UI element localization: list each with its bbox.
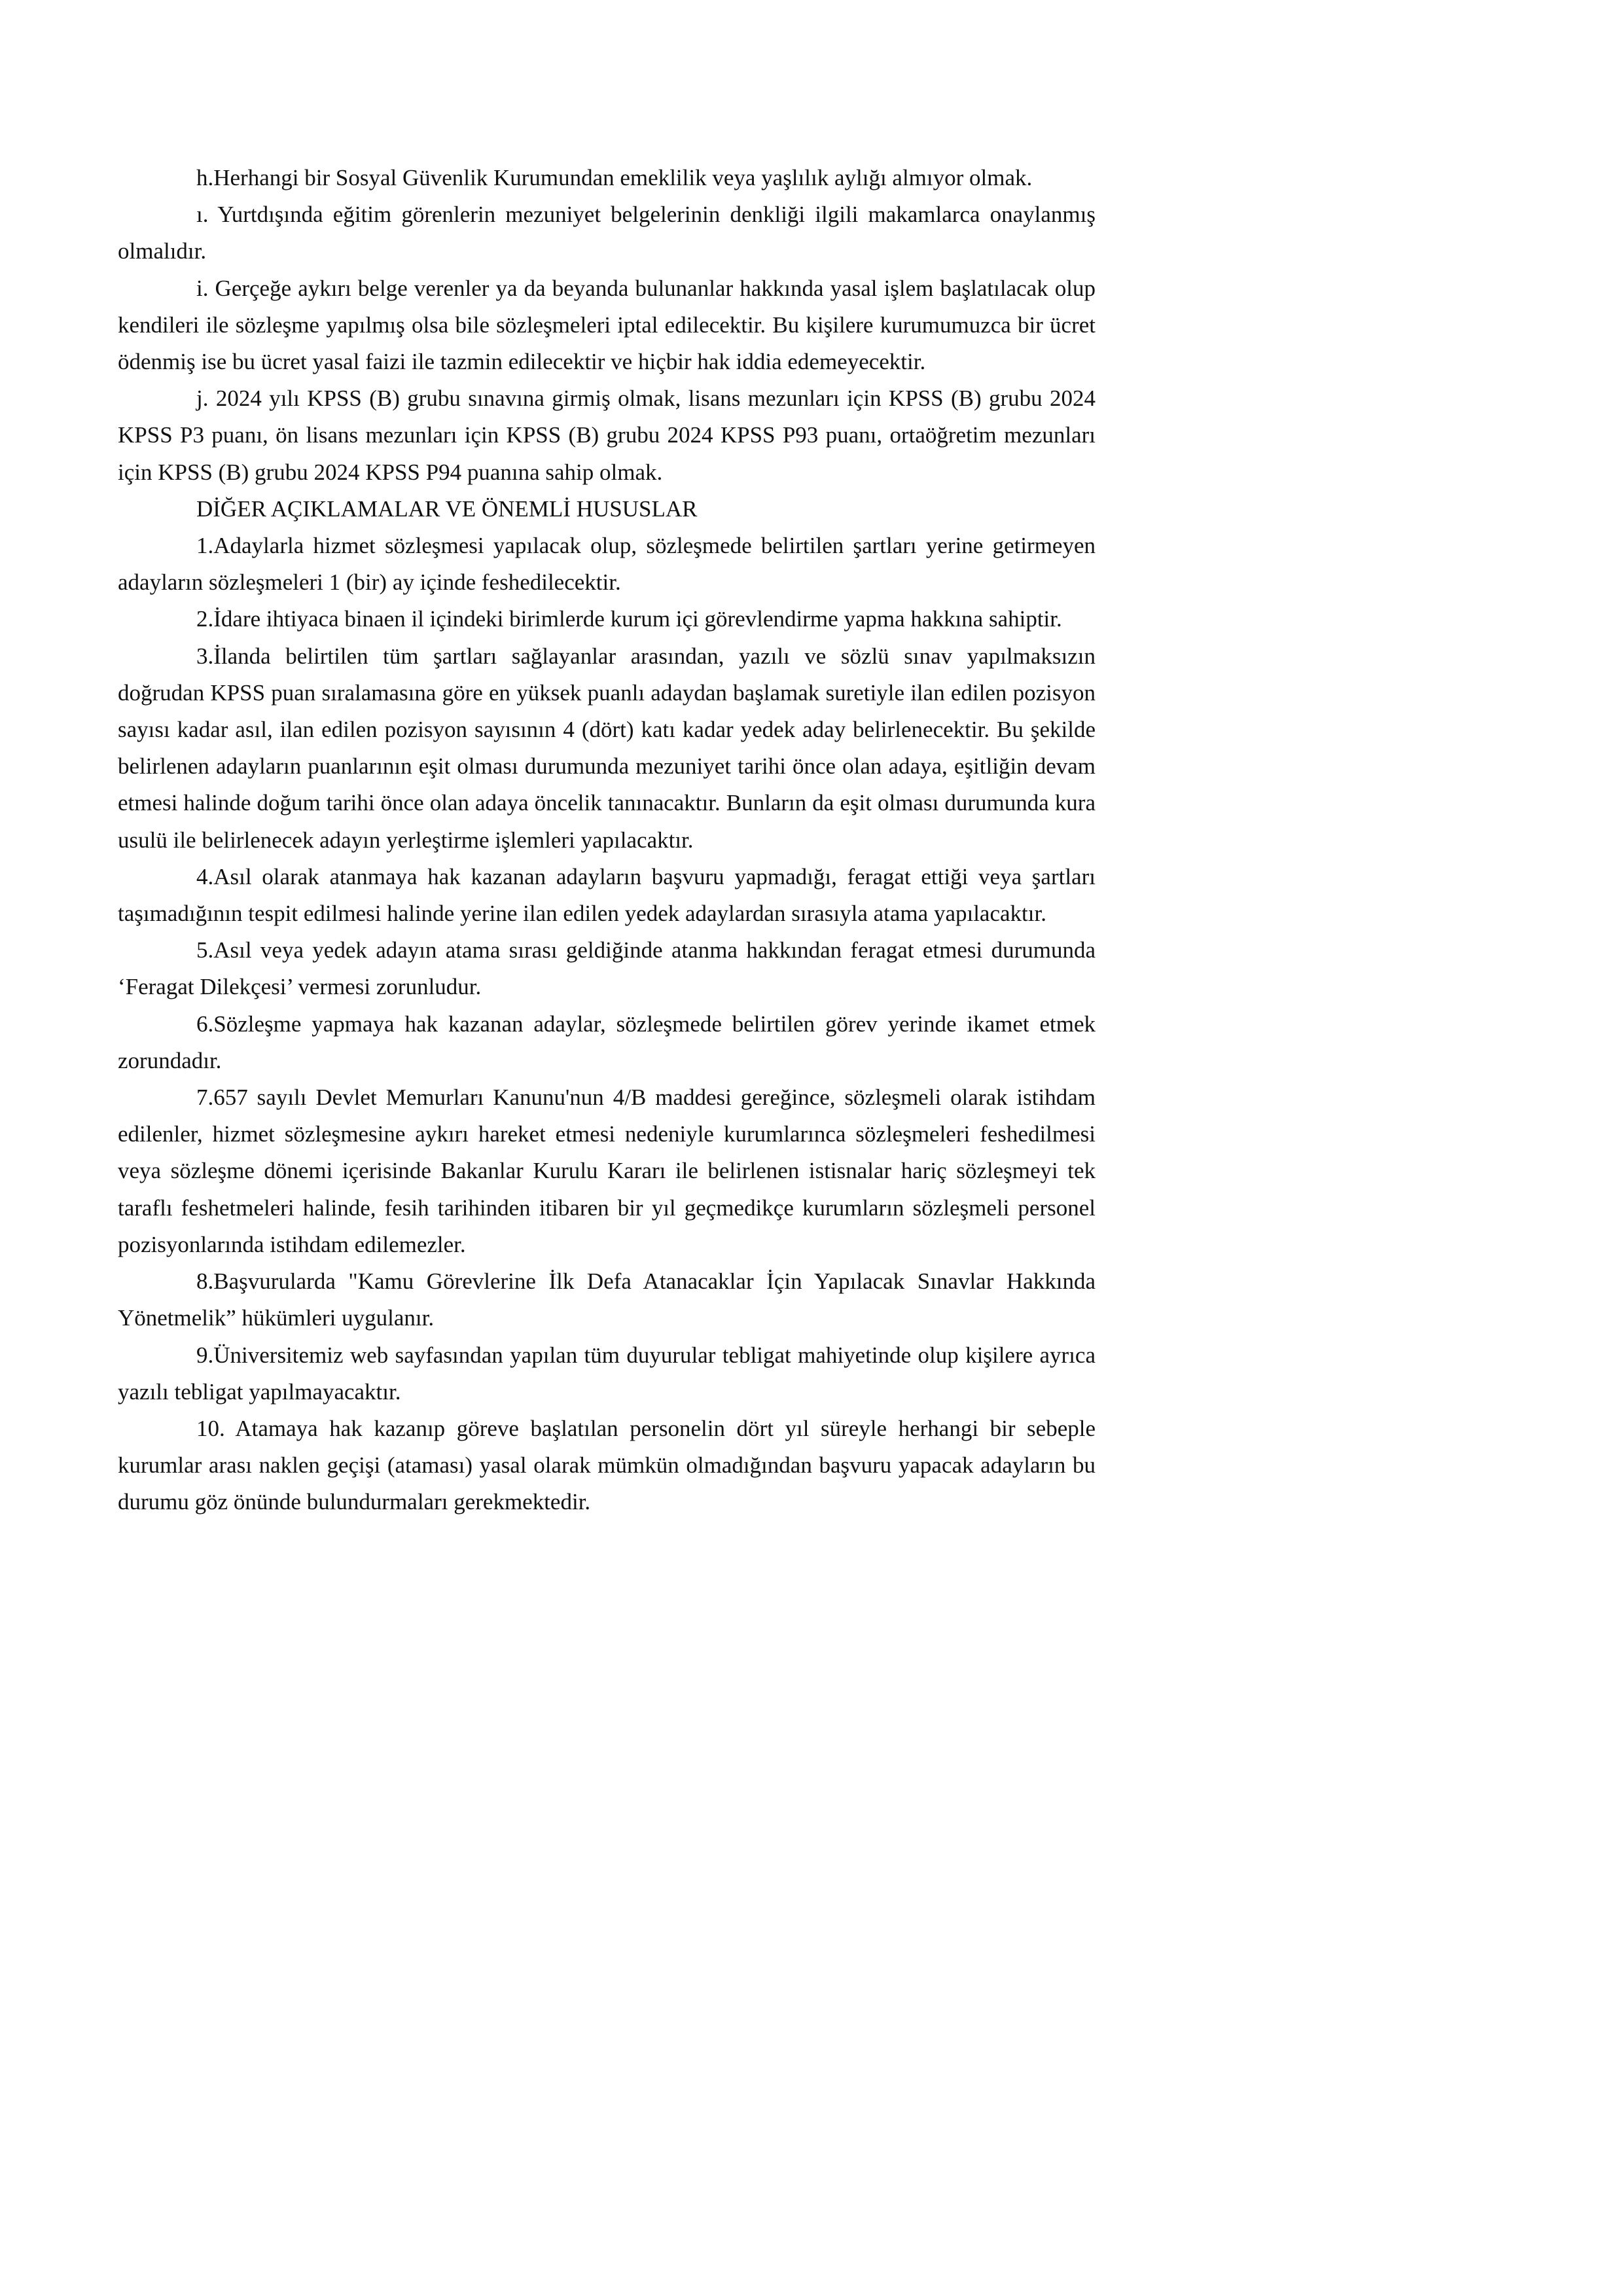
paragraph-h: h.Herhangi bir Sosyal Güvenlik Kurumundan emeklilik veya yaşlılık aylığı almıyor olmak. (196, 165, 1033, 190)
list-item-2: 2.İdare ihtiyaca binaen il içindeki birimlerde kurum içi görevlendirme yapma hakkına sahiptir. (196, 606, 1062, 632)
list-item-6: 6.Sözleşme yapmaya hak kazanan adaylar, sözleşmede belirtilen görev yerinde ikamet etmek zorundadır. (118, 1011, 1096, 1073)
section-heading: DİĞER AÇIKLAMALAR VE ÖNEMLİ HUSUSLAR (196, 495, 698, 522)
list-item-1: 1.Adaylarla hizmet sözleşmesi yapılacak olup, sözleşmede belirtilen şartları yerine getirmeyen adayların sözleşmeleri 1 (bir) ay içinde feshedilecektir. (118, 533, 1096, 596)
document-body (118, 160, 1096, 1521)
paragraph-j: j. 2024 yılı KPSS (B) grubu sınavına girmiş olmak, lisans mezunları için KPSS (B) grubu 2024 KPSS P3 puanı, ön lisans mezunları için KPSS (B) grubu 2024 KPSS P93 puanı, ortaöğretim mezunları için KPSS (B) grubu 2024 KPSS P94 puanına sahip olmak. (118, 386, 1096, 485)
list-item-4: 4.Asıl olarak atanmaya hak kazanan adayların başvuru yapmadığı, feragat ettiği veya şartları taşımadığının tespit edilmesi halinde yerine ilan edilen yedek adaylardan sırasıyla atama yapılacaktır. (118, 863, 1096, 927)
list-item-9: 9.Üniversitemiz web sayfasından yapılan tüm duyurular tebligat mahiyetinde olup kişilere ayrıca yazılı tebligat yapılmayacaktır. (118, 1342, 1096, 1405)
paragraph-i-dotless: ı. Yurtdışında eğitim görenlerin mezuniyet belgelerinin denkliği ilgili makamlarca onaylanmış olmalıdır. (118, 202, 1096, 264)
paragraph-i: i. Gerçeğe aykırı belge verenler ya da beyanda bulunanlar hakkında yasal işlem başlatılacak olup kendileri ile sözleşme yapılmış olsa bile sözleşmeleri iptal edilecektir. Bu kişilere kurumumuzca bir ücret ödenmiş ise bu ücret yasal faizi ile tazmin edilecektir ve hiçbir hak iddia edemeyecektir. (118, 275, 1096, 375)
list-item-5: 5.Asıl veya yedek adayın atama sırası geldiğinde atanma hakkından feragat etmesi durumunda ‘Feragat Dilekçesi’ vermesi zorunludur. (118, 937, 1096, 1000)
list-item-10: 10. Atamaya hak kazanıp göreve başlatılan personelin dört yıl süreyle herhangi bir sebeple kurumlar arası naklen geçişi (ataması) yasal olarak mümkün olmadığından başvuru yapacak adayların bu durumu göz önünde bulundurmaları gerekmektedir. (118, 1415, 1096, 1515)
list-item-3: 3.İlanda belirtilen tüm şartları sağlayanlar arasından, yazılı ve sözlü sınav yapılmaksızın doğrudan KPSS puan sıralamasına göre en yüksek puanlı adaydan başlamak suretiyle ilan edilen pozisyon sayısı kadar asıl, ilan edilen pozisyon sayısının 4 (dört) katı kadar yedek aday belirlenecektir. Bu şekilde belirlenen adayların puanlarının eşit olması durumunda mezuniyet tarihi önce olan adaya, eşitliğin devam etmesi halinde doğum tarihi önce olan adaya öncelik tanınacaktır. Bunların da eşit olması durumunda kura usulü ile belirlenecek adayın yerleştirme işlemleri yapılacaktır. (118, 643, 1096, 853)
list-item-8: 8.Başvurularda "Kamu Görevlerine İlk Defa Atanacaklar İçin Yapılacak Sınavlar Hakkında Yönetmelik” hükümleri uygulanır. (118, 1268, 1096, 1331)
list-item-7: 7.657 sayılı Devlet Memurları Kanunu'nun 4/B maddesi gereğince, sözleşmeli olarak istihdam edilenler, hizmet sözleşmesine aykırı hareket etmesi nedeniyle kurumlarınca sözleşmeleri feshedilmesi veya sözleşme dönemi içerisinde Bakanlar Kurulu Kararı ile belirlenen istisnalar hariç sözleşmeyi tek taraflı feshetmeleri halinde, fesih tarihinden itibaren bir yıl geçmedikçe kurumların sözleşmeli personel pozisyonlarında istihdam edilemezler. (118, 1085, 1096, 1257)
